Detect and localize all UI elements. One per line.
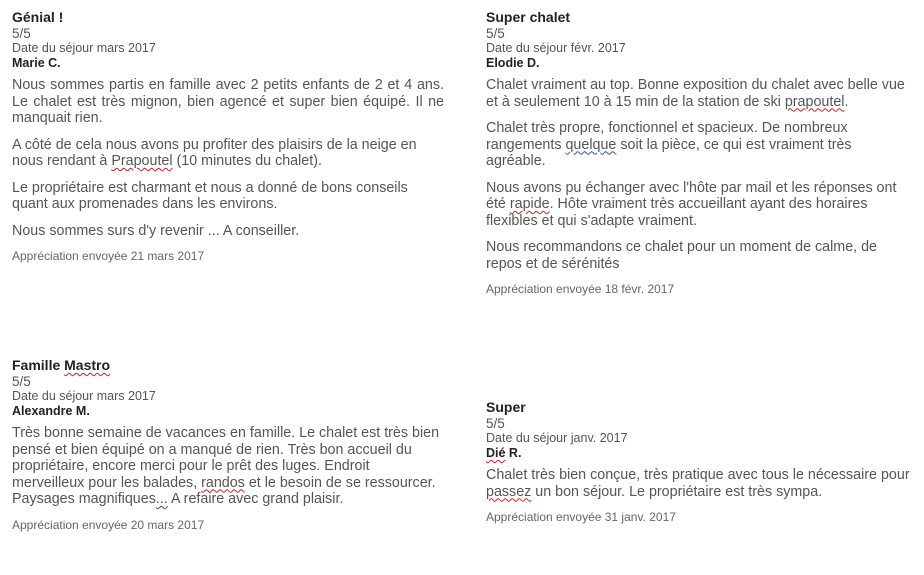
review-author: Marie C. (12, 56, 61, 70)
review-paragraph (486, 467, 912, 500)
review-title: Super chalet (486, 9, 571, 25)
review-title: Génial ! (12, 9, 64, 25)
sent-date: Appréciation envoyée 31 janv. 2017 (486, 510, 676, 524)
text-span: Très bonne semaine de vacances en famille. Le chalet est très bien pensé et bien équipé on a manqué de rien. Très bon accueil du propriétaire, encore merci pour le prêt des luges. Endroit merveilleux pour les balades, (12, 425, 440, 491)
review-title: Super (486, 399, 526, 415)
review-paragraph: Nous sommes partis en famille avec 2 petits enfants de 2 et 4 ans. Le chalet est très mignon, bien agencé et super bien équipé. Il ne manquait rien. (12, 77, 444, 126)
stay-date: Date du séjour janv. 2017 (486, 431, 628, 445)
text-span: A côté de cela nous avons pu profiter des plaisirs de la neige en nous rendant à (12, 136, 417, 169)
sent-date: Appréciation envoyée 20 mars 2017 (12, 517, 205, 532)
misspelled-word: Prapoutel (111, 153, 173, 169)
review-paragraph: Nous sommes surs d'y revenir ... A conseiller. (12, 222, 300, 239)
text-span: . (844, 93, 849, 110)
text-span: A refaire avec grand plaisir. (167, 491, 344, 507)
text-span: (10 minutes du chalet). (172, 153, 322, 169)
text-span: Chalet très propre, fonctionnel et spacieux. De nombreux rangements (486, 120, 848, 153)
review-paragraph: Le propriétaire est charmant et nous a donné de bons conseils quant aux promenades dans les environs. (12, 179, 408, 212)
review-paragraph: Nous recommandons ce chalet pour un moment de calme, de repos et de sérénités (486, 239, 877, 272)
review-paragraph (486, 120, 912, 170)
text-span: un bon séjour. Le propriétaire est très sympa. (531, 483, 823, 500)
review-author: Elodie D. (486, 56, 540, 70)
grammar-flag: quelque (565, 136, 617, 153)
review-paragraph (486, 77, 912, 110)
review-rating: 5/5 (486, 416, 505, 431)
review-paragraph (12, 425, 444, 508)
review-rating: 5/5 (486, 26, 505, 41)
review-rating: 5/5 (12, 26, 31, 41)
review-author (486, 446, 912, 461)
review-card-2 (12, 356, 444, 532)
review-rating: 5/5 (12, 374, 31, 389)
text-span: et le besoin de se ressourcer. Paysages magnifiques (12, 474, 436, 507)
text-span: Famille (12, 357, 65, 373)
text-span: Chalet très bien conçue, très pratique avec tous le nécessaire pour (486, 467, 910, 483)
misspelled-word: prapoutel (784, 93, 845, 110)
stay-date: Date du séjour févr. 2017 (486, 41, 626, 55)
misspelled-word: passez (486, 483, 532, 500)
text-span: Chalet vraiment au top. Bonne exposition du chalet avec belle vue et à seulement 10 à 15 min de la station de ski (486, 77, 905, 110)
sent-date: Appréciation envoyée 18 févr. 2017 (486, 282, 675, 296)
sent-date: Appréciation envoyée 21 mars 2017 (12, 249, 205, 263)
review-title (12, 356, 444, 374)
grammar-flag: ... (155, 491, 168, 507)
review-card-1 (12, 8, 444, 263)
stay-date: Date du séjour mars 2017 (12, 41, 156, 55)
misspelled-word: Dié (486, 446, 506, 460)
review-card-4 (486, 398, 912, 524)
misspelled-word: rapide (509, 196, 550, 212)
review-card-3 (486, 8, 912, 296)
text-span: soit la pièce, ce qui est vraiment très agréable. (486, 136, 852, 169)
text-span: Nous avons pu échanger avec l'hôte par mail et les réponses ont été (486, 179, 897, 212)
misspelled-word: Mastro (64, 357, 111, 373)
text-span: R. (505, 446, 522, 460)
review-author: Alexandre M. (12, 404, 90, 418)
review-paragraph (12, 137, 444, 170)
text-span: . Hôte vraiment très accueillant ayant des horaires flexibles et qui s'adapte vraiment. (486, 196, 868, 229)
stay-date: Date du séjour mars 2017 (12, 389, 156, 403)
review-paragraph (486, 180, 912, 230)
misspelled-word: randos (201, 474, 245, 491)
